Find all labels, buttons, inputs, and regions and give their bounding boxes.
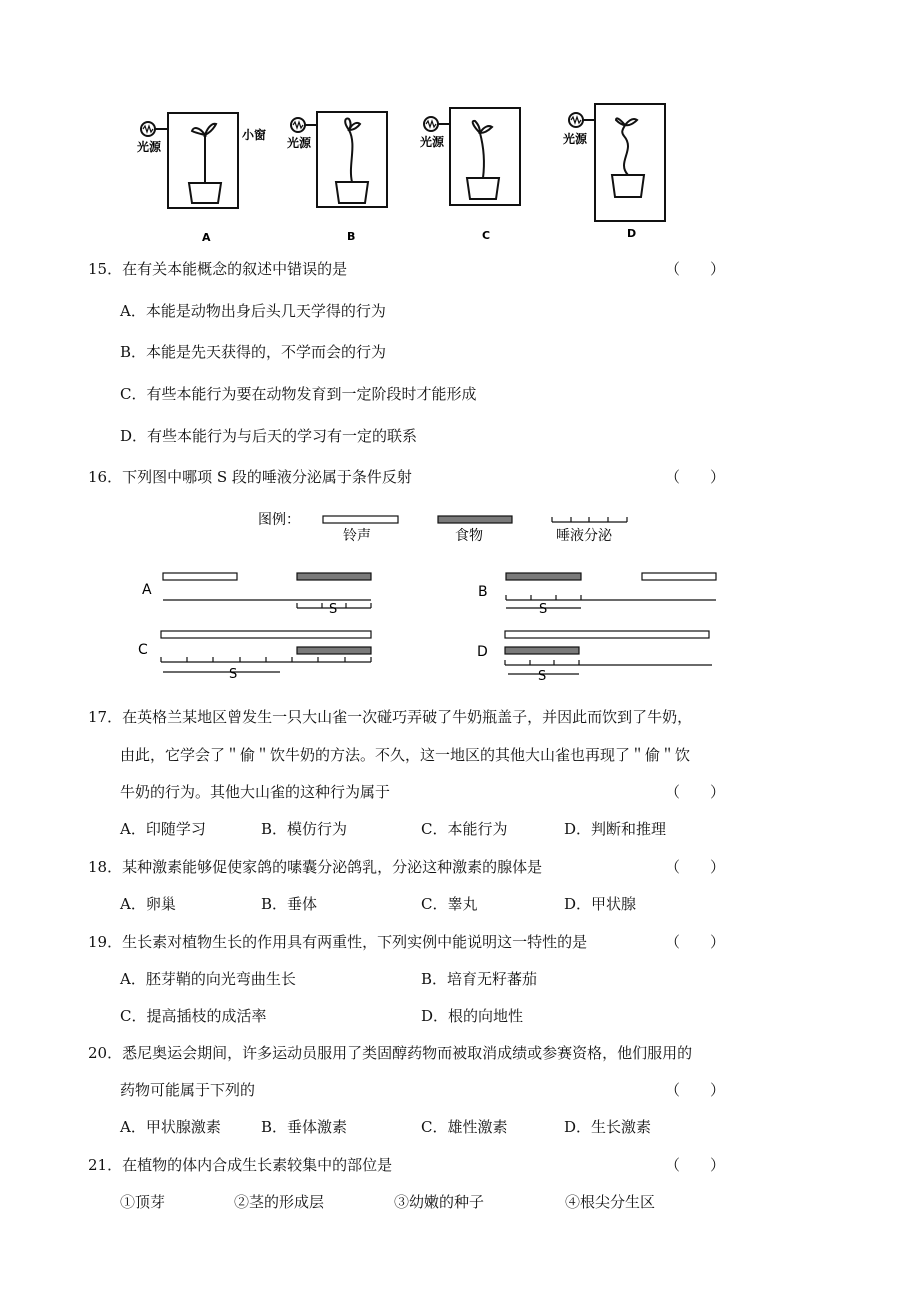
q21-stem: 21．在植物的体内合成生长素较集中的部位是 xyxy=(88,1156,393,1174)
plant-phototropism-figure xyxy=(0,0,920,250)
legend-bell-label: 铃声 xyxy=(343,528,371,544)
plant-letter-d: D xyxy=(627,227,637,240)
q19-option-d: D．根的向地性 xyxy=(421,1007,524,1025)
legend-food-label: 食物 xyxy=(455,528,483,544)
q19-option-a: A．胚芽鞘的向光弯曲生长 xyxy=(120,970,296,988)
q21-option-3: ③幼嫩的种子 xyxy=(394,1193,485,1211)
q17-option-c: C．本能行为 xyxy=(421,820,508,838)
q18-answer-blank: （ ） xyxy=(665,858,726,876)
q19-answer-blank: （ ） xyxy=(665,933,726,951)
q17-stem-line1: 17．在英格兰某地区曾发生一只大山雀一次碰巧弄破了牛奶瓶盖子，并因此而饮到了牛奶， xyxy=(88,708,693,726)
q20-answer-blank: （ ） xyxy=(665,1081,726,1099)
q15-stem: 15．在有关本能概念的叙述中错误的是 xyxy=(88,260,348,278)
q17-stem-line2: 由此，它学会了＂偷＂饮牛奶的方法。不久，这一地区的其他大山雀也再现了＂偷＂饮 xyxy=(120,746,691,764)
q21-option-4: ④根尖分生区 xyxy=(565,1193,656,1211)
q19-stem: 19．生长素对植物生长的作用具有两重性，下列实例中能说明这一特性的是 xyxy=(88,933,588,951)
q20-option-d: D．生长激素 xyxy=(564,1118,652,1136)
panel-c-s-label: S xyxy=(229,667,238,682)
legend-bell-swatch xyxy=(323,516,398,523)
plant-letter-a: A xyxy=(202,231,211,244)
q18-stem: 18．某种激素能够促使家鸽的嗉囊分泌鸽乳，分泌这种激素的腺体是 xyxy=(88,858,543,876)
panel-b-s-label: S xyxy=(539,602,548,617)
q21-option-1: ①顶芽 xyxy=(120,1193,166,1211)
panel-d-s-label: S xyxy=(538,669,547,684)
panel-letter-b: B xyxy=(478,584,488,600)
q21-answer-blank: （ ） xyxy=(665,1156,726,1174)
legend-food-swatch xyxy=(438,516,512,523)
plant-letter-c: C xyxy=(482,229,491,242)
q15-option-d: D．有些本能行为与后天的学习有一定的联系 xyxy=(120,427,418,445)
panel-letter-a: A xyxy=(142,582,152,598)
q18-option-b: B．垂体 xyxy=(261,895,318,913)
q17-stem-line3: 牛奶的行为。其他大山雀的这种行为属于 xyxy=(120,783,391,801)
q21-option-2: ②茎的形成层 xyxy=(234,1193,325,1211)
plant-letter-b: B xyxy=(347,230,356,243)
panel-a-s-label: S xyxy=(329,602,338,617)
q20-stem-line2: 药物可能属于下列的 xyxy=(120,1081,256,1099)
q20-option-b: B．垂体激素 xyxy=(261,1118,348,1136)
legend-title: 图例： xyxy=(258,512,300,528)
salivation-figure xyxy=(0,500,920,700)
window-label: 小窗 xyxy=(242,128,267,142)
panel-letter-c: C xyxy=(138,642,148,658)
q20-option-a: A．甲状腺激素 xyxy=(120,1118,221,1136)
q20-stem-line1: 20．悉尼奥运会期间，许多运动员服用了类固醇药物而被取消成绩或参赛资格，他们服用的 xyxy=(88,1044,693,1062)
q19-option-c: C．提高插枝的成活率 xyxy=(120,1007,267,1025)
panel-letter-d: D xyxy=(477,644,488,660)
light-source-label-b: 光源 xyxy=(287,136,312,150)
legend-saliva-label: 唾液分泌 xyxy=(556,528,612,544)
light-source-label-a: 光源 xyxy=(137,140,162,154)
q15-option-b: B．本能是先天获得的，不学而会的行为 xyxy=(120,343,387,361)
q17-answer-blank: （ ） xyxy=(665,783,726,801)
q20-option-c: C．雄性激素 xyxy=(421,1118,508,1136)
light-source-label-d: 光源 xyxy=(563,132,588,146)
q16-answer-blank: （ ） xyxy=(665,468,726,486)
q18-option-a: A．卵巢 xyxy=(120,895,176,913)
q17-option-a: A．印随学习 xyxy=(120,820,206,838)
light-source-label-c: 光源 xyxy=(420,135,445,149)
q15-answer-blank: （ ） xyxy=(665,260,726,278)
q17-option-b: B．模仿行为 xyxy=(261,820,348,838)
q17-option-d: D．判断和推理 xyxy=(564,820,667,838)
q18-option-d: D．甲状腺 xyxy=(564,895,637,913)
q15-option-a: A．本能是动物出身后头几天学得的行为 xyxy=(120,302,386,320)
q16-stem: 16．下列图中哪项 S 段的唾液分泌属于条件反射 xyxy=(88,468,412,486)
q19-option-b: B．培育无籽蕃茄 xyxy=(421,970,538,988)
q18-option-c: C．睾丸 xyxy=(421,895,478,913)
legend-saliva-swatch xyxy=(552,517,627,522)
q15-option-c: C．有些本能行为要在动物发育到一定阶段时才能形成 xyxy=(120,385,477,403)
